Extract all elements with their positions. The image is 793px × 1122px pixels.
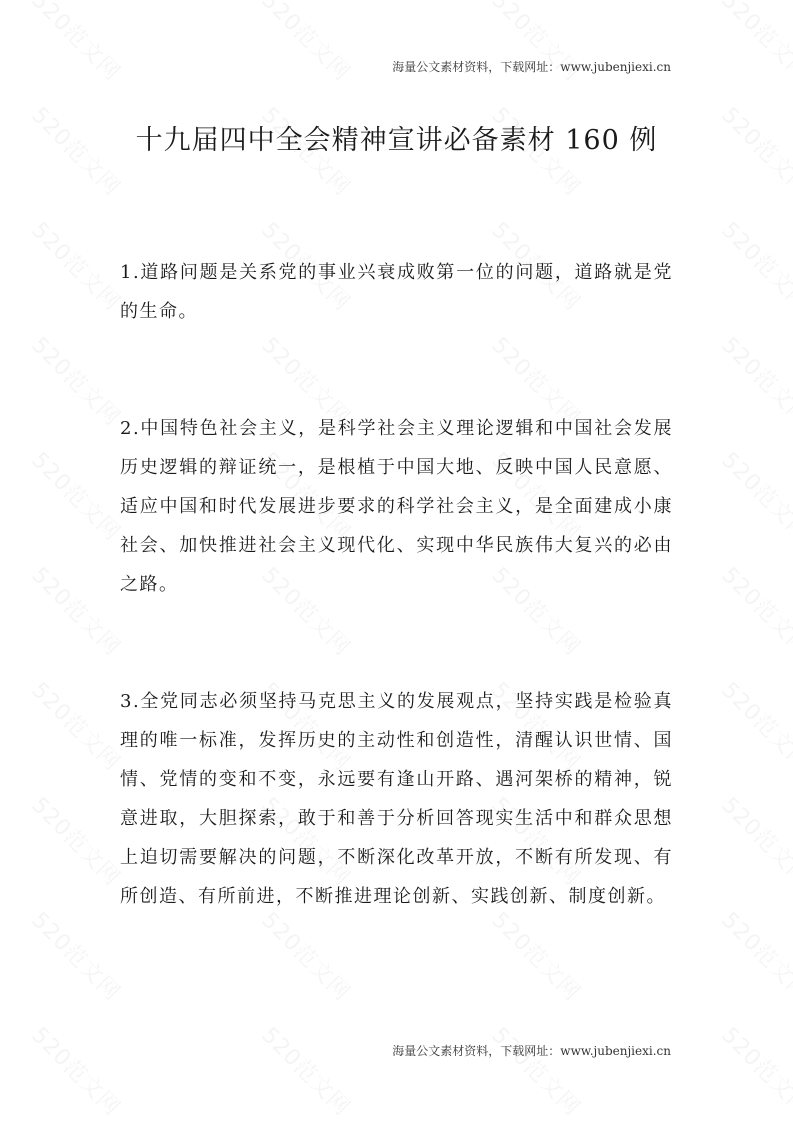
watermark-text xyxy=(26,214,129,317)
header-note: 海量公文素材资料，下载网址：www.jubenjiexi.cn xyxy=(392,60,671,74)
watermark-text xyxy=(716,329,793,432)
watermark-text xyxy=(26,1019,129,1122)
paragraph-2: 2.中国特色社会主义，是科学社会主义理论逻辑和中国社会发展历史逻辑的辩证统一，是根植于中国大地、反映中国人民意愿、适应中国和时代发展进步要求的科学社会主义，是全面建成小康社会、加快推进社会主义现代化、实现中华民族伟大复兴的必由之路。 xyxy=(120,418,673,595)
watermark-text xyxy=(26,444,129,547)
watermark-text xyxy=(26,674,129,777)
watermark-text xyxy=(26,0,129,87)
paragraph-1: 1.道路问题是关系党的事业兴衰成败第一位的问题，道路就是党的生命。 xyxy=(120,262,673,322)
watermark-text xyxy=(256,0,359,87)
watermark-text xyxy=(716,444,793,547)
watermark-text xyxy=(716,904,793,1007)
watermark-text xyxy=(26,789,129,892)
watermark-text xyxy=(716,559,793,662)
watermark-text xyxy=(486,1019,589,1122)
document-body xyxy=(120,253,673,994)
watermark-text xyxy=(716,0,793,87)
watermark-text xyxy=(716,789,793,892)
document-title: 十九届四中全会精神宣讲必备素材 160 例 xyxy=(135,125,658,157)
watermark-text xyxy=(716,674,793,777)
watermark-text xyxy=(26,559,129,662)
watermark-text xyxy=(716,214,793,317)
watermark-text xyxy=(256,1019,359,1122)
watermark-text xyxy=(26,329,129,432)
watermark-text xyxy=(26,904,129,1007)
footer-note: 海量公文素材资料，下载网址：www.jubenjiexi.cn xyxy=(392,1044,671,1058)
paragraph-3: 3.全党同志必须坚持马克思主义的发展观点，坚持实践是检验真理的唯一标准，发挥历史的主动性和创造性，清醒认识世情、国情、党情的变和不变，永远要有逢山开路、遇河架桥的精神，锐意进取，大胆探索，敢于和善于分析回答现实生活中和群众思想上迫切需要解决的问题，不断深化改革开放，不断有所发现、有所创造、有所前进，不断推进理论创新、实践创新、制度创新。 xyxy=(120,691,673,907)
watermark-text xyxy=(716,1019,793,1122)
